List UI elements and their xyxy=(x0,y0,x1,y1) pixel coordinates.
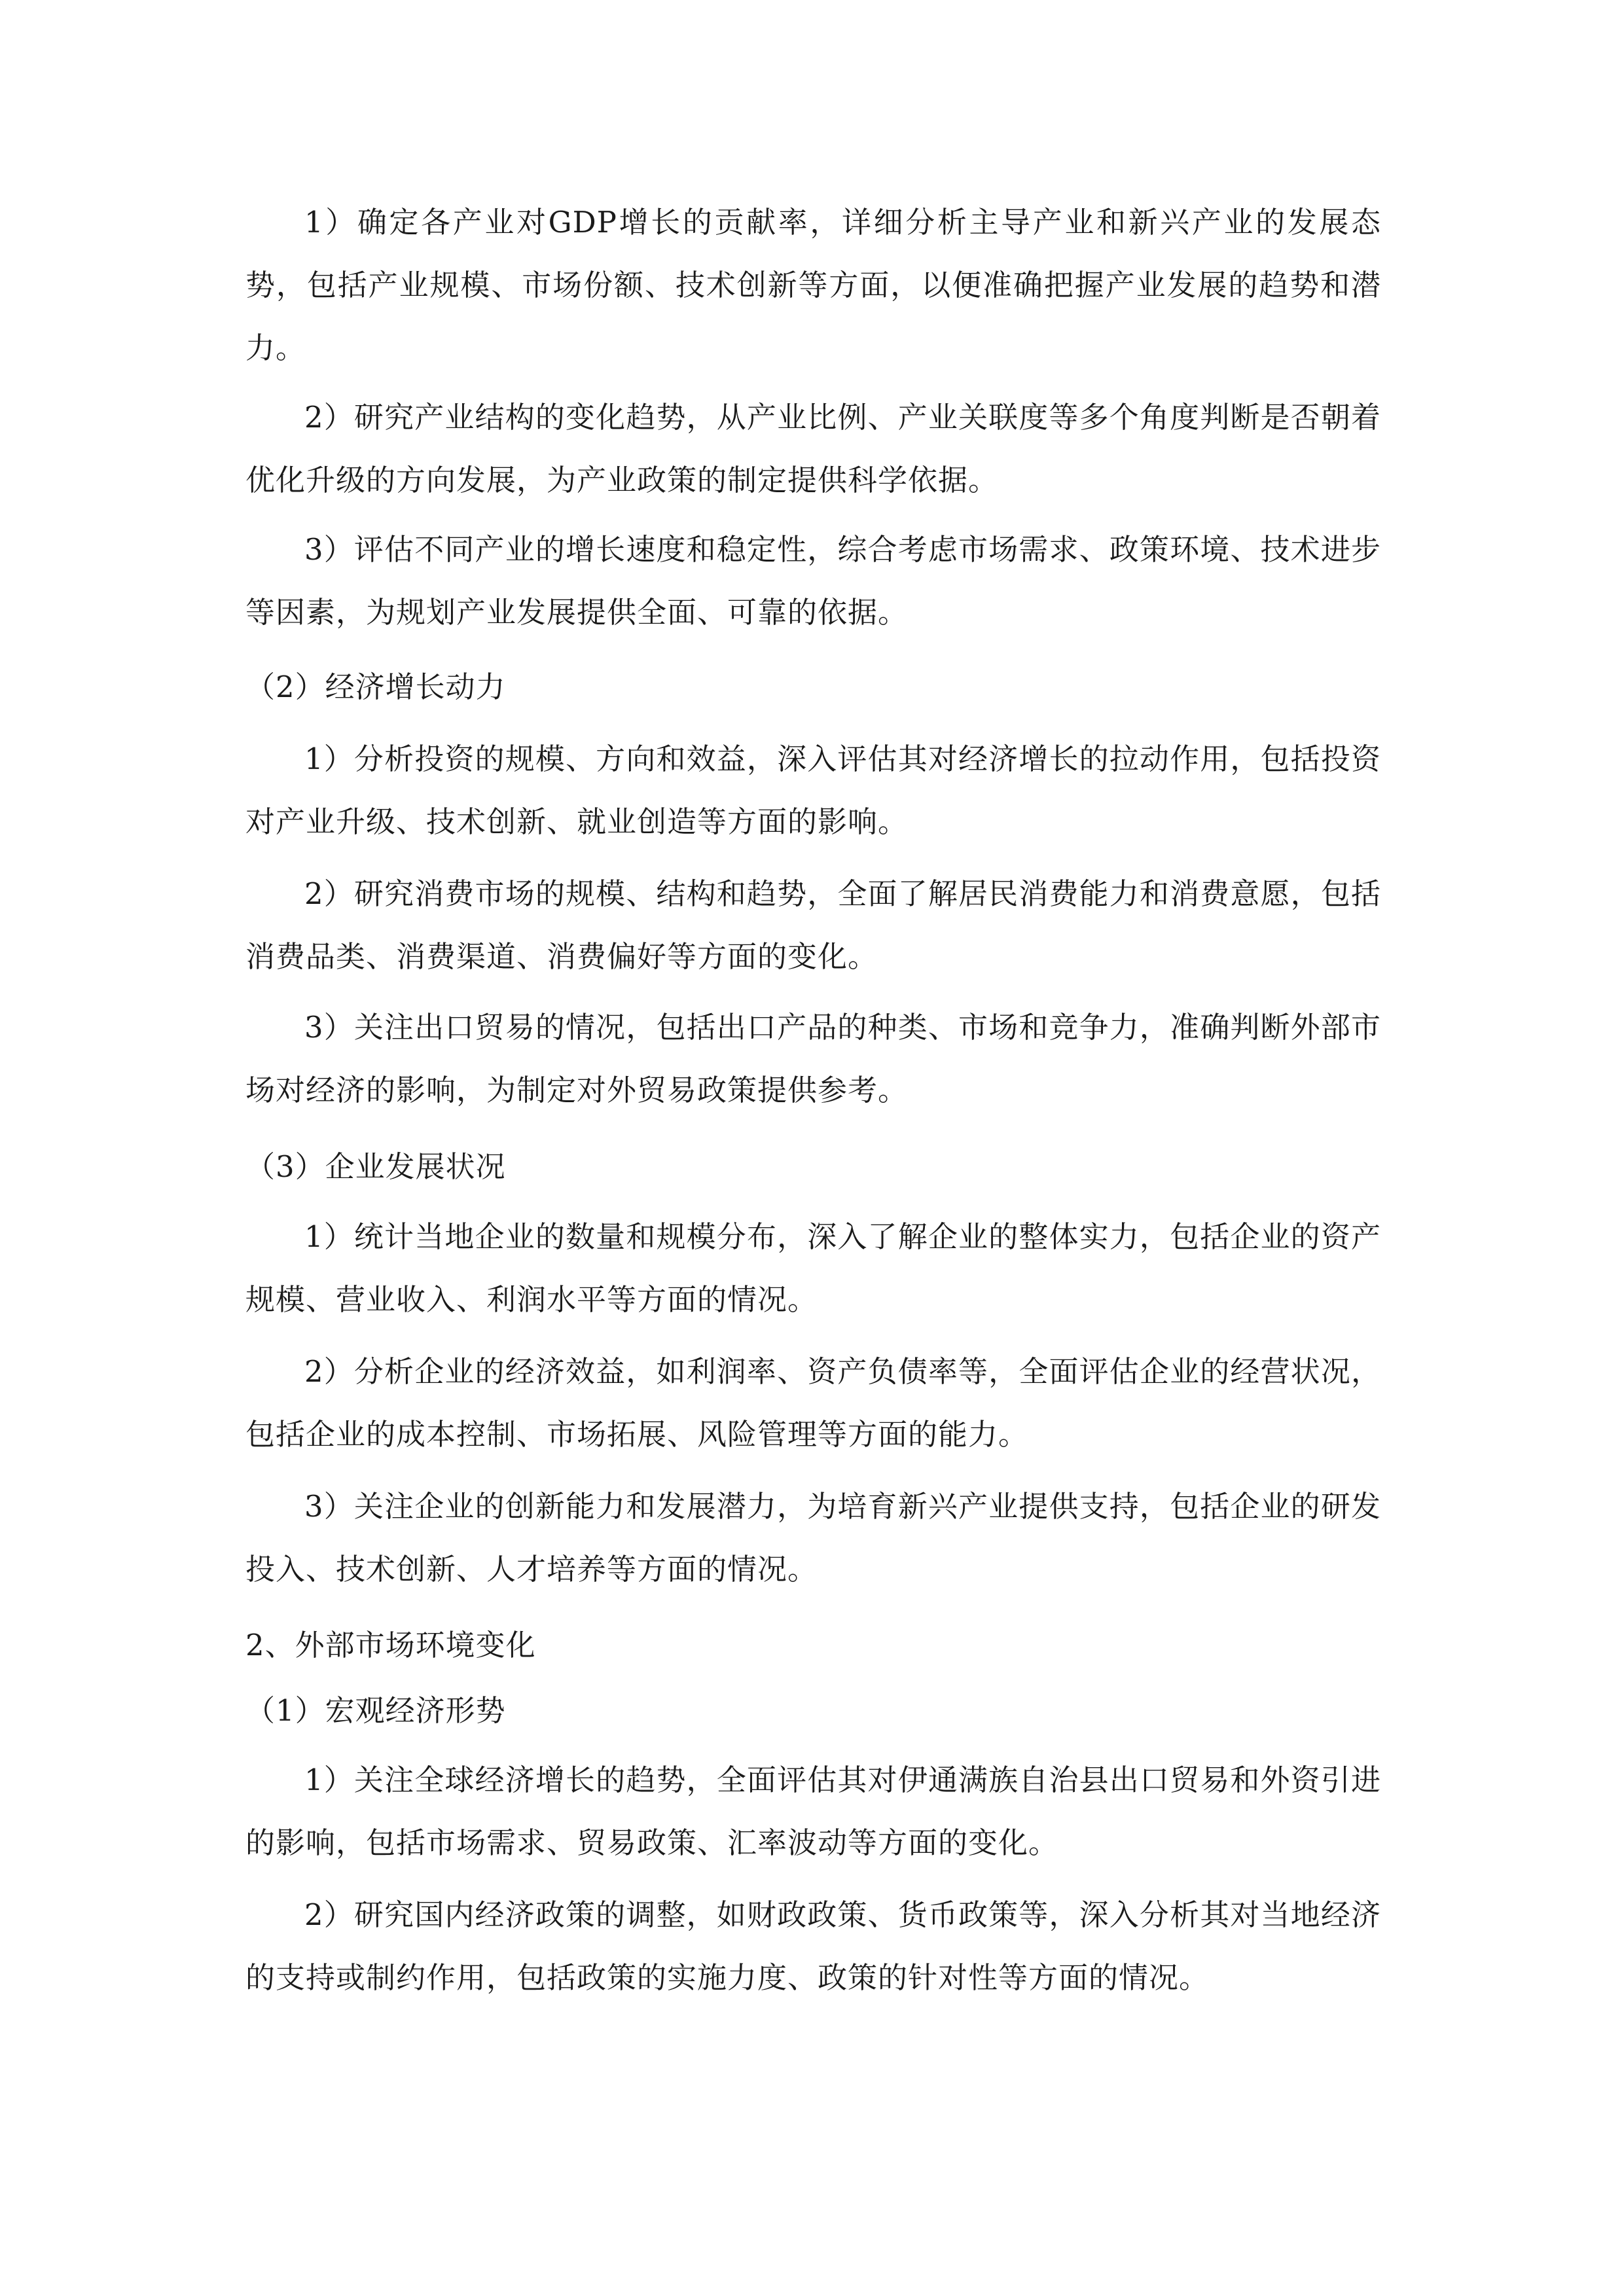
paragraph-enterprise-innovation: 3）关注企业的创新能力和发展潜力，为培育新兴产业提供支持，包括企业的研发投入、技术创新、人才培养等方面的情况。 xyxy=(245,1489,1381,1587)
paragraph-domestic-policy: 2）研究国内经济政策的调整，如财政政策、货币政策等，深入分析其对当地经济的支持或制约作用，包括政策的实施力度、政策的针对性等方面的情况。 xyxy=(245,1897,1381,1995)
section-heading-enterprise-status: （3）企业发展状况 xyxy=(245,1149,506,1184)
section-heading-macro-economy: （1）宏观经济形势 xyxy=(245,1693,506,1728)
paragraph-investment: 1）分析投资的规模、方向和效益，深入评估其对经济增长的拉动作用，包括投资对产业升级、技术创新、就业创造等方面的影响。 xyxy=(245,742,1381,839)
paragraph-global-economy: 1）关注全球经济增长的趋势，全面评估其对伊通满族自治县出口贸易和外资引进的影响，包括市场需求、贸易政策、汇率波动等方面的变化。 xyxy=(245,1763,1381,1860)
paragraph-industry-growth: 3）评估不同产业的增长速度和稳定性，综合考虑市场需求、政策环境、技术进步等因素，为规划产业发展提供全面、可靠的依据。 xyxy=(245,532,1381,630)
paragraph-export-trade: 3）关注出口贸易的情况，包括出口产品的种类、市场和竞争力，准确判断外部市场对经济的影响，为制定对外贸易政策提供参考。 xyxy=(245,1010,1381,1107)
paragraph-industry-structure: 2）研究产业结构的变化趋势，从产业比例、产业关联度等多个角度判断是否朝着优化升级的方向发展，为产业政策的制定提供科学依据。 xyxy=(245,400,1381,497)
paragraph-enterprise-efficiency: 2）分析企业的经济效益，如利润率、资产负债率等，全面评估企业的经营状况，包括企业的成本控制、市场拓展、风险管理等方面的能力。 xyxy=(245,1354,1381,1452)
paragraph-enterprise-count: 1）统计当地企业的数量和规模分布，深入了解企业的整体实力，包括企业的资产规模、营业收入、利润水平等方面的情况。 xyxy=(245,1219,1381,1317)
section-heading-external-market: 2、外部市场环境变化 xyxy=(245,1628,536,1662)
section-heading-growth-drivers: （2）经济增长动力 xyxy=(245,670,506,704)
paragraph-gdp-contribution: 1）确定各产业对GDP增长的贡献率，详细分析主导产业和新兴产业的发展态势，包括产业规模、市场份额、技术创新等方面，以便准确把握产业发展的趋势和潜力。 xyxy=(245,205,1381,365)
paragraph-consumption: 2）研究消费市场的规模、结构和趋势，全面了解居民消费能力和消费意愿，包括消费品类、消费渠道、消费偏好等方面的变化。 xyxy=(245,876,1381,974)
